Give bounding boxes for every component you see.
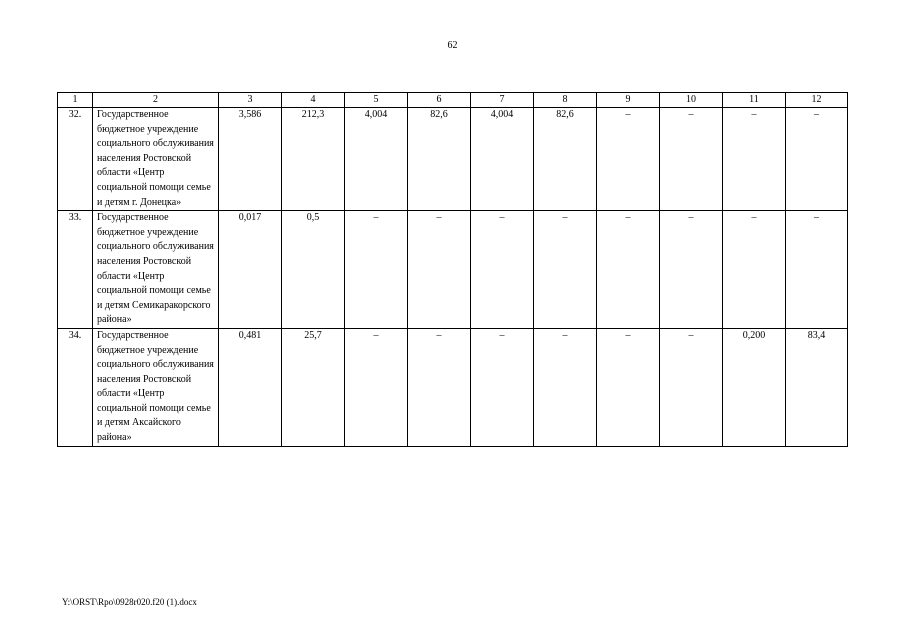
table-cell: 0,481 <box>219 328 282 446</box>
table-cell: – <box>345 328 408 446</box>
column-header: 9 <box>597 93 660 108</box>
column-header: 11 <box>723 93 786 108</box>
row-index: 32. <box>58 108 93 211</box>
table-cell: – <box>597 108 660 211</box>
row-index: 33. <box>58 211 93 329</box>
table-cell: – <box>471 328 534 446</box>
table-row <box>58 211 848 329</box>
table-cell: – <box>597 211 660 329</box>
table-cell: – <box>786 108 848 211</box>
table-cell: 4,004 <box>345 108 408 211</box>
table-cell: – <box>660 108 723 211</box>
column-header: 10 <box>660 93 723 108</box>
column-header: 5 <box>345 93 408 108</box>
table-cell: – <box>723 108 786 211</box>
table-header-row <box>58 93 848 108</box>
table-cell: 82,6 <box>534 108 597 211</box>
footer-file-path: Y:\ORST\Rpo\0928r020.f20 (1).docx <box>62 597 197 607</box>
table-cell: – <box>723 211 786 329</box>
table-cell: 3,586 <box>219 108 282 211</box>
column-header: 3 <box>219 93 282 108</box>
table-cell: 212,3 <box>282 108 345 211</box>
column-header: 8 <box>534 93 597 108</box>
column-header: 12 <box>786 93 848 108</box>
institution-name: Государственное бюджетное учреждение социального обслуживания населения Ростовской области «Центр социальной помощи семье и детям Аксайского района» <box>93 328 219 446</box>
table-cell: 82,6 <box>408 108 471 211</box>
institution-name: Государственное бюджетное учреждение социального обслуживания населения Ростовской области «Центр социальной помощи семье и детям г. Донецка» <box>93 108 219 211</box>
table-cell: – <box>408 328 471 446</box>
column-header: 1 <box>58 93 93 108</box>
table-cell: – <box>660 328 723 446</box>
table-row <box>58 108 848 211</box>
table-cell: 25,7 <box>282 328 345 446</box>
table-cell: 0,017 <box>219 211 282 329</box>
table-cell: 83,4 <box>786 328 848 446</box>
table-cell: 4,004 <box>471 108 534 211</box>
table-cell: – <box>345 211 408 329</box>
page-number: 62 <box>447 40 458 51</box>
column-header: 2 <box>93 93 219 108</box>
table-cell: – <box>660 211 723 329</box>
table-cell: – <box>597 328 660 446</box>
table-cell: – <box>408 211 471 329</box>
column-header: 4 <box>282 93 345 108</box>
table-cell: – <box>471 211 534 329</box>
table-cell: – <box>534 328 597 446</box>
table-cell: 0,5 <box>282 211 345 329</box>
table-cell: 0,200 <box>723 328 786 446</box>
table-cell: – <box>786 211 848 329</box>
table-cell: – <box>534 211 597 329</box>
row-index: 34. <box>58 328 93 446</box>
column-header: 6 <box>408 93 471 108</box>
data-table <box>57 92 848 447</box>
table-row <box>58 328 848 446</box>
column-header: 7 <box>471 93 534 108</box>
institution-name: Государственное бюджетное учреждение социального обслуживания населения Ростовской области «Центр социальной помощи семье и детям Семикаракорского района» <box>93 211 219 329</box>
